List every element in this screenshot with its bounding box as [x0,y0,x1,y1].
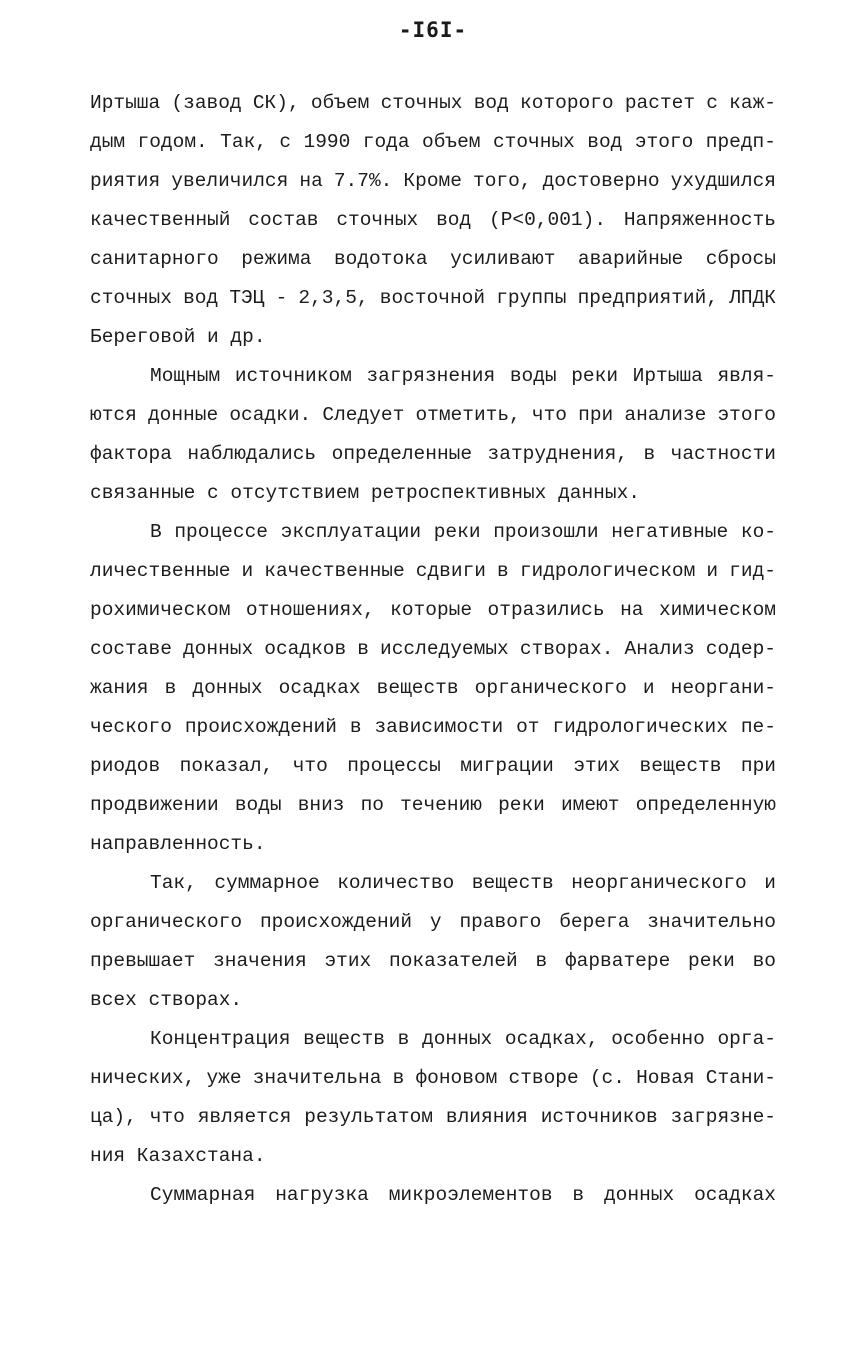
text-line: всех створах. [90,989,243,1011]
text-line: личественные и качественные сдвиги в гидрологическом и гид- [90,560,776,582]
text-line: ются донные осадки. Следует отметить, что при анализе этого [90,404,776,426]
text-line: связанные с отсутствием ретроспективных данных. [90,482,640,504]
text-line: Так, суммарное количество веществ неорганического и [150,872,776,894]
text-line: В процессе эксплуатации реки произошли негативные ко- [150,521,776,543]
text-line: превышает значения этих показателей в фарватере реки во [90,950,776,972]
text-line: фактора наблюдались определенные затруднения, в частности [90,443,776,465]
text-line: Береговой и др. [90,326,266,348]
text-line: риятия увеличился на 7.7%. Кроме того, достоверно ухудшился [90,170,776,192]
paragraph-2 [90,357,776,513]
text-line: Мощным источником загрязнения воды реки Иртыша явля- [150,365,776,387]
text-line: составе донных осадков в исследуемых створах. Анализ содер- [90,638,776,660]
text-line: рохимическом отношениях, которые отразились на химическом [90,599,776,621]
paragraph-5 [90,1020,776,1176]
text-line: продвижении воды вниз по течению реки имеют определенную [90,794,776,816]
text-line: органического происхождений у правого берега значительно [90,911,776,933]
text-line: Концентрация веществ в донных осадках, особенно орга- [150,1028,776,1050]
text-line: риодов показал, что процессы миграции этих веществ при [90,755,776,777]
paragraph-1 [90,84,776,357]
text-line: Суммарная нагрузка микроэлементов в донных осадках [150,1184,776,1206]
page-number: -I6I- [398,18,468,42]
text-line: ческого происхождений в зависимости от гидрологических пе- [90,716,776,738]
paragraph-3 [90,513,776,864]
text-line: Иртыша (завод СК), объем сточных вод которого растет с каж- [90,92,776,114]
text-line: дым годом. Так, с 1990 года объем сточных вод этого предп- [90,131,776,153]
text-line: санитарного режима водотока усиливают аварийные сбросы [90,248,776,270]
text-line: жания в донных осадках веществ органического и неоргани- [90,677,776,699]
text-line: ца), что является результатом влияния источников загрязне- [90,1106,776,1128]
text-line: направленность. [90,833,266,855]
text-line: ния Казахстана. [90,1145,266,1167]
body-text [90,84,776,1215]
paragraph-6 [90,1176,776,1215]
text-line: качественный состав сточных вод (Р<0,001). Напряженность [90,209,776,231]
text-line: нических, уже значительна в фоновом створе (с. Новая Стани- [90,1067,776,1089]
paragraph-4 [90,864,776,1020]
text-line: сточных вод ТЭЦ - 2,3,5, восточной группы предприятий, ЛПДК [90,287,776,309]
